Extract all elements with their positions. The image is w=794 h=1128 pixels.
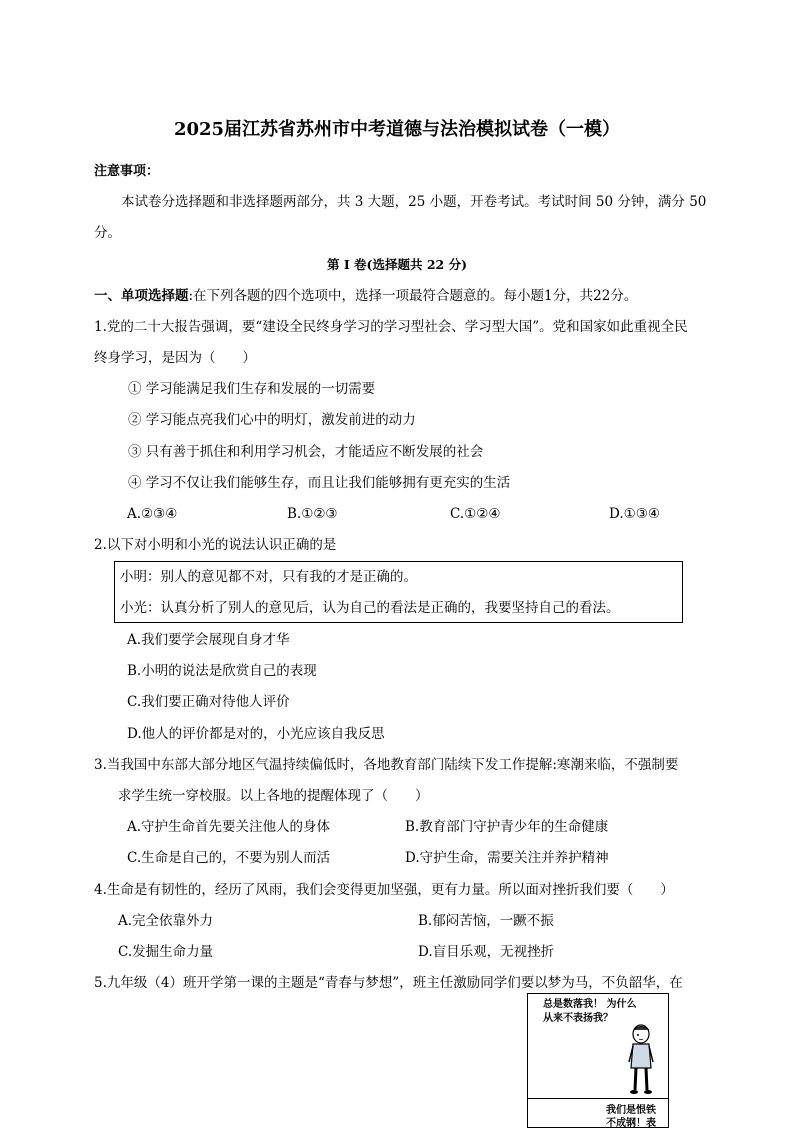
comic-caption-bottom-line-2: 不成钢！表 (606, 1118, 656, 1128)
q2-option-d: D.他人的评价都是对的，小光应该自我反思 (127, 726, 385, 742)
q1-statement-4: ④ 学习不仅让我们能够生存，而且让我们能够拥有更充实的生活 (128, 475, 511, 491)
page-title: 2025届江苏省苏州市中考道德与法治模拟试卷（一模） (173, 119, 621, 140)
comic-caption-bottom-line-1: 我们是恨铁 (606, 1105, 656, 1116)
q4-option-d: D.盲目乐观，无视挫折 (418, 944, 555, 960)
q1-option-c: C.①②④ (450, 506, 501, 522)
q2-quote-xiaoming: 小明：别人的意见都不对，只有我的才是正确的。 (120, 569, 417, 585)
q4-option-b: B.郁闷苦恼，一蹶不振 (418, 913, 554, 929)
q4-option-a: A.完全依靠外力 (118, 913, 214, 929)
q2-option-b: B.小明的说法是欣赏自己的表现 (127, 663, 317, 679)
q5-stem-line-1: 5.九年级（4）班开学第一课的主题是“青春与梦想”，班主任激励同学们要以梦为马，不负韶华，在 (94, 975, 683, 991)
q1-statement-1: ① 学习能满足我们生存和发展的一切需要 (128, 381, 376, 397)
notice-line-1: 本试卷分选择题和非选择题两部分，共 3 大题，25 小题，开卷考试。考试时间 50 分钟，满分 50 (121, 194, 707, 210)
q1-option-b: B.①②③ (287, 506, 338, 522)
q1-option-d: D.①③④ (609, 506, 660, 522)
q1-stem-line-1: 1.党的二十大报告强调，要“建设全民终身学习的学习型社会、学习型大国”。党和国家如此重视全民 (94, 319, 688, 335)
comic-caption-top-line-2: 从来不表扬我？ (543, 1013, 613, 1024)
section-heading-label: 一、单项选择题 (94, 288, 189, 304)
q1-option-a: A.②③④ (127, 506, 178, 522)
q3-option-d: D.守护生命，需要关注并养护精神 (405, 850, 609, 866)
student-figure-icon (624, 1024, 658, 1096)
q2-stem: 2.以下对小明和小光的说法认识正确的是 (94, 537, 337, 553)
comic-caption-top-line-1: 总是数落我！ 为什么 (543, 999, 637, 1010)
q3-option-b: B.教育部门守护青少年的生命健康 (405, 819, 609, 835)
q3-option-a: A.守护生命首先要关注他人的身体 (127, 819, 331, 835)
q3-option-c: C.生命是自己的，不要为别人而活 (127, 850, 331, 866)
q3-stem-line-2: 求学生统一穿校服。以上各地的提醒体现了（ ） (118, 788, 429, 804)
q1-statement-3: ③ 只有善于抓住和利用学习机会，才能适应不断发展的社会 (128, 444, 484, 460)
section-heading-text: :在下列各题的四个选项中，选择一项最符合题意的。每小题1分，共22分。 (188, 288, 638, 304)
q4-stem: 4.生命是有韧性的，经历了风雨，我们会变得更加坚强，更有力量。所以面对挫折我们要（ ） (94, 882, 674, 898)
comic-illustration (527, 993, 669, 1128)
q2-option-c: C.我们要正确对待他人评价 (127, 694, 290, 710)
q1-stem-line-2: 终身学习，是因为（ ） (94, 350, 256, 366)
section-heading (94, 287, 637, 305)
q1-statement-2: ② 学习能点亮我们心中的明灯，激发前进的动力 (128, 412, 416, 428)
comic-panel-divider (528, 1098, 668, 1099)
q3-stem-line-1: 3.当我国中东部大部分地区气温持续偏低时，各地教育部门陆续下发工作提解:寒潮来临，不强制要 (94, 757, 679, 773)
notice-line-2: 分。 (94, 225, 121, 241)
q2-option-a: A.我们要学会展现自身才华 (127, 632, 290, 648)
section-title: 第 I 卷(选择题共 22 分) (327, 257, 467, 272)
notice-heading: 注意事项： (94, 164, 160, 179)
q4-option-c: C.发掘生命力量 (118, 944, 214, 960)
q2-quote-xiaoguang: 小光：认真分析了别人的意见后，认为自己的看法是正确的，我要坚持自己的看法。 (120, 600, 620, 616)
